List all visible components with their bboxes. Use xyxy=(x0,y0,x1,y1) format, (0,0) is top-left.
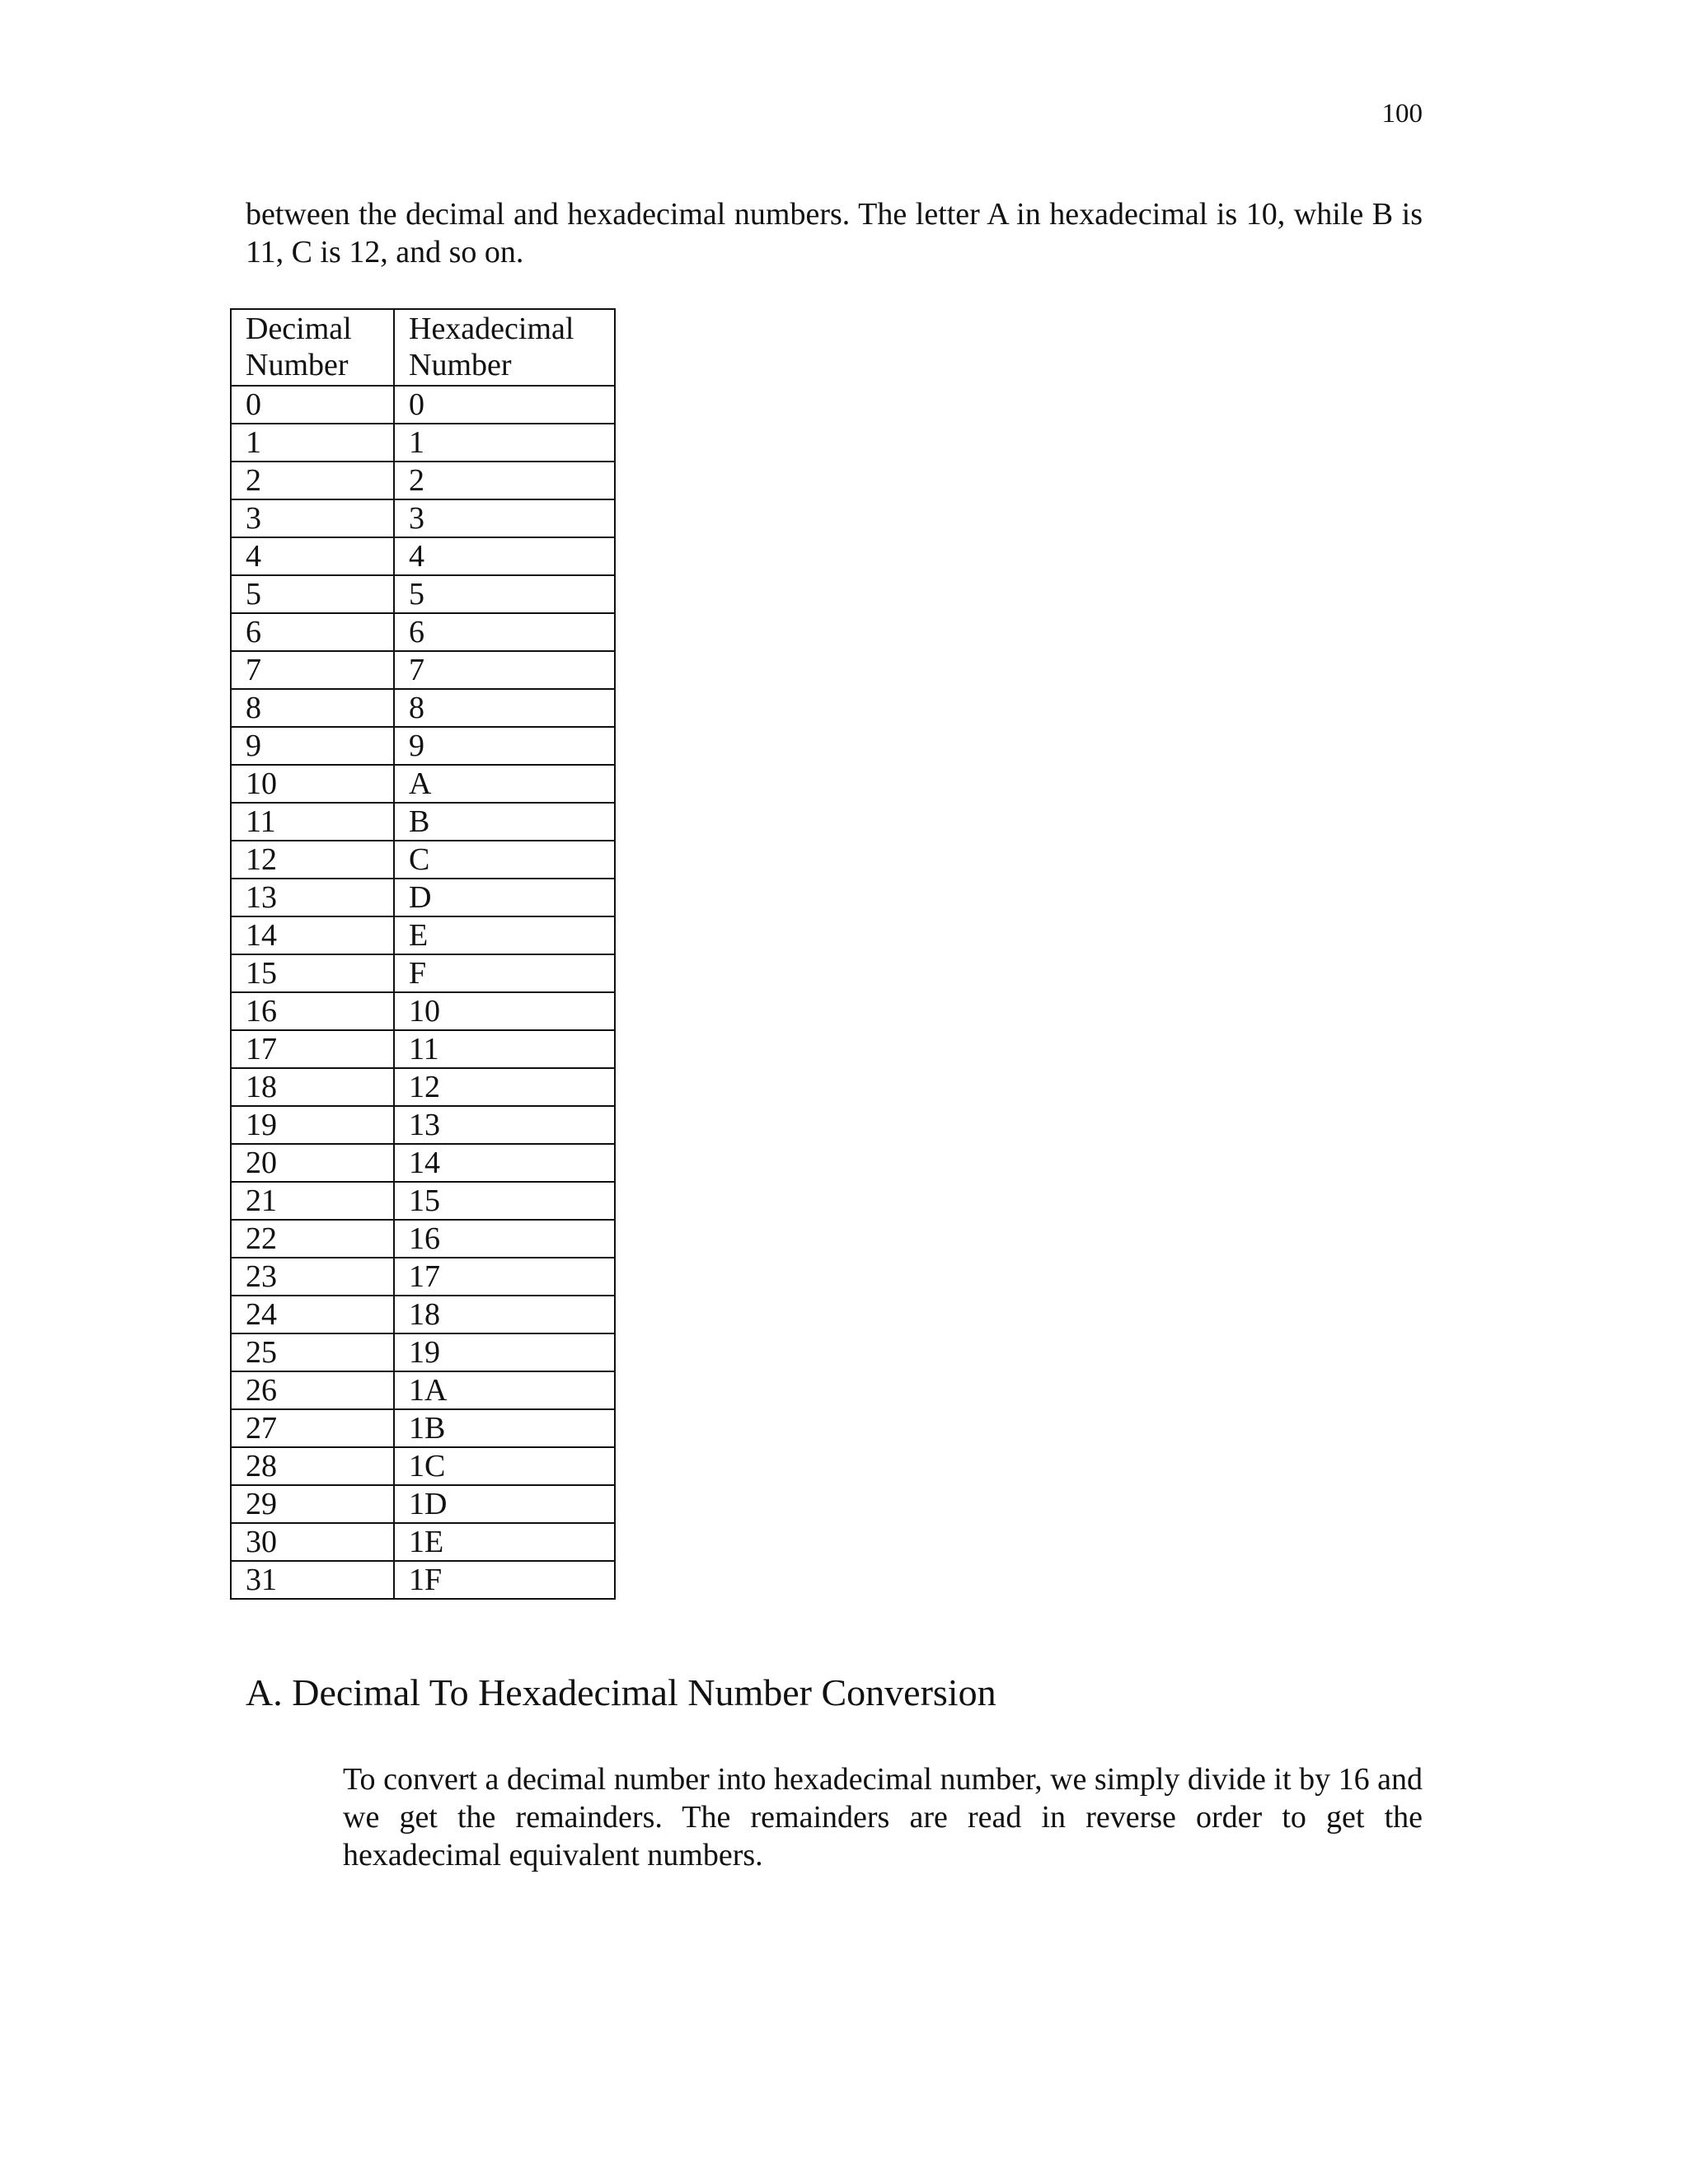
cell-hexadecimal: 5 xyxy=(394,575,615,613)
cell-decimal: 24 xyxy=(231,1296,394,1333)
cell-hexadecimal: 2 xyxy=(394,462,615,499)
cell-decimal: 29 xyxy=(231,1485,394,1523)
cell-hexadecimal: 11 xyxy=(394,1030,615,1068)
cell-hexadecimal: 18 xyxy=(394,1296,615,1333)
table-row xyxy=(231,803,615,841)
cell-decimal: 12 xyxy=(231,841,394,879)
cell-hexadecimal: 6 xyxy=(394,613,615,651)
table-row xyxy=(231,1333,615,1371)
table-row xyxy=(231,841,615,879)
table-row xyxy=(231,386,615,424)
table-row xyxy=(231,992,615,1030)
table-header xyxy=(231,309,615,386)
cell-decimal: 18 xyxy=(231,1068,394,1106)
cell-decimal: 31 xyxy=(231,1561,394,1599)
cell-hexadecimal: 4 xyxy=(394,537,615,575)
body-paragraph: To convert a decimal number into hexadecimal number, we simply divide it by 16 and we get the remainders. The remainders are read in reverse order to get the hexadecimal equivalent numbers. xyxy=(343,1762,1423,1872)
cell-decimal: 13 xyxy=(231,879,394,916)
table-row xyxy=(231,689,615,727)
cell-decimal: 17 xyxy=(231,1030,394,1068)
cell-decimal: 22 xyxy=(231,1220,394,1258)
table-row xyxy=(231,954,615,992)
table-row xyxy=(231,916,615,954)
table-row xyxy=(231,1447,615,1485)
cell-hexadecimal: 17 xyxy=(394,1258,615,1296)
cell-hexadecimal: D xyxy=(394,879,615,916)
cell-hexadecimal: 1E xyxy=(394,1523,615,1561)
cell-hexadecimal: 1C xyxy=(394,1447,615,1485)
table-header-row xyxy=(231,309,615,386)
table-row xyxy=(231,424,615,462)
cell-hexadecimal: 0 xyxy=(394,386,615,424)
table-row xyxy=(231,1523,615,1561)
cell-decimal: 0 xyxy=(231,386,394,424)
table-row xyxy=(231,537,615,575)
cell-decimal: 11 xyxy=(231,803,394,841)
cell-hexadecimal: 1D xyxy=(394,1485,615,1523)
cell-hexadecimal: 1A xyxy=(394,1371,615,1409)
table-row xyxy=(231,499,615,537)
header-decimal: Decimal Number xyxy=(231,309,394,386)
table-row xyxy=(231,1371,615,1409)
cell-decimal: 28 xyxy=(231,1447,394,1485)
section-heading: A. Decimal To Hexadecimal Number Conversion xyxy=(246,1671,996,1713)
cell-decimal: 26 xyxy=(231,1371,394,1409)
cell-hexadecimal: C xyxy=(394,841,615,879)
cell-decimal: 14 xyxy=(231,916,394,954)
cell-decimal: 3 xyxy=(231,499,394,537)
table-row xyxy=(231,613,615,651)
table-row xyxy=(231,651,615,689)
cell-decimal: 23 xyxy=(231,1258,394,1296)
page-number: 100 xyxy=(1381,99,1423,129)
cell-hexadecimal: 15 xyxy=(394,1182,615,1220)
cell-hexadecimal: F xyxy=(394,954,615,992)
table-row xyxy=(231,879,615,916)
table-row xyxy=(231,1561,615,1599)
table-row xyxy=(231,1296,615,1333)
cell-decimal: 21 xyxy=(231,1182,394,1220)
table-row xyxy=(231,1258,615,1296)
cell-decimal: 9 xyxy=(231,727,394,765)
cell-hexadecimal: 9 xyxy=(394,727,615,765)
cell-hexadecimal: 14 xyxy=(394,1144,615,1182)
table-row xyxy=(231,462,615,499)
table-row xyxy=(231,575,615,613)
cell-decimal: 16 xyxy=(231,992,394,1030)
cell-decimal: 27 xyxy=(231,1409,394,1447)
cell-hexadecimal: 1F xyxy=(394,1561,615,1599)
cell-decimal: 1 xyxy=(231,424,394,462)
table-body xyxy=(231,386,615,1599)
cell-hexadecimal: 12 xyxy=(394,1068,615,1106)
cell-decimal: 20 xyxy=(231,1144,394,1182)
cell-hexadecimal: E xyxy=(394,916,615,954)
cell-hexadecimal: 10 xyxy=(394,992,615,1030)
cell-hexadecimal: 1 xyxy=(394,424,615,462)
table-row xyxy=(231,1409,615,1447)
cell-decimal: 15 xyxy=(231,954,394,992)
cell-decimal: 7 xyxy=(231,651,394,689)
header-hexadecimal: Hexadecimal Number xyxy=(394,309,615,386)
cell-hexadecimal: 13 xyxy=(394,1106,615,1144)
cell-hexadecimal: 16 xyxy=(394,1220,615,1258)
table-row xyxy=(231,1220,615,1258)
cell-decimal: 5 xyxy=(231,575,394,613)
cell-decimal: 4 xyxy=(231,537,394,575)
table-row xyxy=(231,1068,615,1106)
table-row xyxy=(231,1144,615,1182)
cell-hexadecimal: 7 xyxy=(394,651,615,689)
decimal-hex-table xyxy=(230,308,616,1600)
cell-hexadecimal: 1B xyxy=(394,1409,615,1447)
cell-hexadecimal: 19 xyxy=(394,1333,615,1371)
cell-decimal: 6 xyxy=(231,613,394,651)
cell-hexadecimal: 3 xyxy=(394,499,615,537)
table-row xyxy=(231,765,615,803)
table-row xyxy=(231,1106,615,1144)
cell-decimal: 25 xyxy=(231,1333,394,1371)
cell-decimal: 8 xyxy=(231,689,394,727)
table-row xyxy=(231,1182,615,1220)
cell-hexadecimal: 8 xyxy=(394,689,615,727)
cell-decimal: 10 xyxy=(231,765,394,803)
table-row xyxy=(231,1030,615,1068)
table-row xyxy=(231,1485,615,1523)
intro-paragraph: between the decimal and hexadecimal numbers. The letter A in hexadecimal is 10, while B is 11, C is 12, and so on. xyxy=(246,197,1423,269)
cell-decimal: 19 xyxy=(231,1106,394,1144)
cell-decimal: 2 xyxy=(231,462,394,499)
table-row xyxy=(231,727,615,765)
cell-decimal: 30 xyxy=(231,1523,394,1561)
cell-hexadecimal: A xyxy=(394,765,615,803)
cell-hexadecimal: B xyxy=(394,803,615,841)
